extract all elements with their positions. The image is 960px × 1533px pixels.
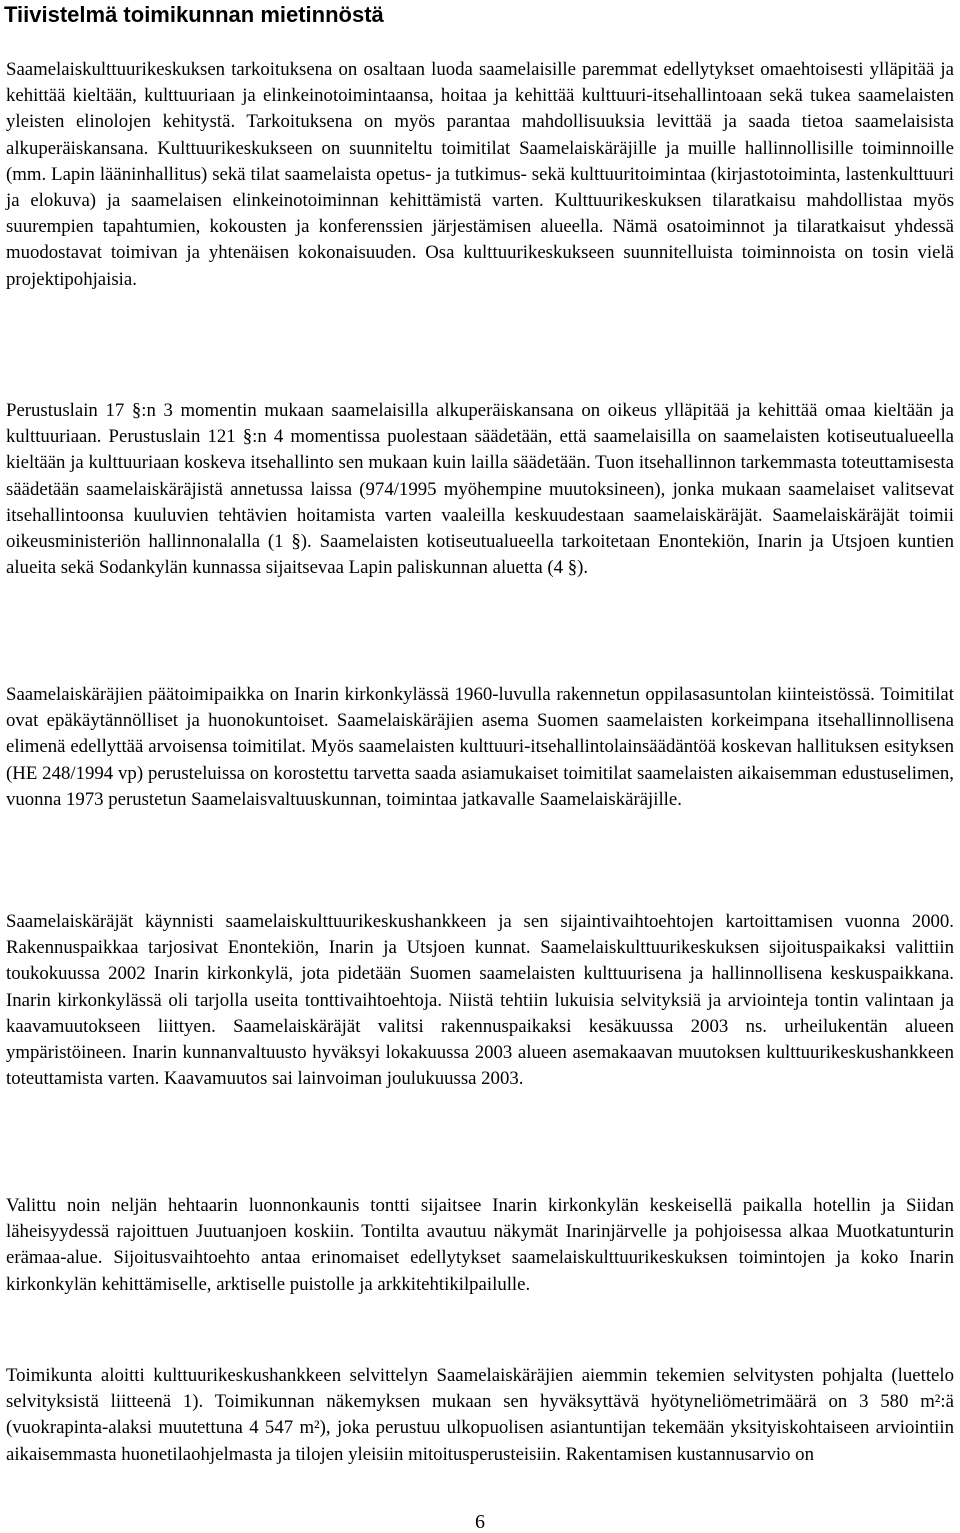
paragraph-5: Valittu noin neljän hehtaarin luonnonkaunis tontti sijaitsee Inarin kirkonkylän keskeisellä paikalla hotellin ja Siidan läheisyydessä rajoittuen Juutuanjoen koskiin. Tontilta avautuu näkymät Inarinjärvelle ja pohjoisessa alkaa Muotkatunturin erämaa-alue. Sijoitusvaihtoehto antaa erinomaiset edellytykset saamelaiskulttuurikeskuksen toimintojen ja koko Inarin kirkonkylän kehittämiselle, arktiselle puistolle ja arkkitehtikilpailulle. [6,1195,954,1295]
paragraph-1: Saamelaiskulttuurikeskuksen tarkoituksena on osaltaan luoda saamelaisille paremmat edellytykset omaehtoisesti ylläpitää ja kehittää kieltään, kulttuuriaan ja elinkeinotoimintaansa, hoitaa ja kehittää kulttuuri-itsehallintoaan sekä tukea saamelaisten yleisten elinolojen kehitystä. Tarkoituksena on myös parantaa mahdollisuuksia levittää ja saada tietoa saamelaisista alkuperäiskansana. Kulttuurikeskukseen on suunniteltu toimitilat Saamelaiskäräjille ja muille hallinnollisille toiminnoille (mm. Lapin lääninhallitus) sekä tilat saamelaista opetus- ja tutkimus- sekä kulttuuritoimintaa (kirjastotoiminta, lastenkulttuuri ja elokuva) ja saamelaisen elinkeinotoiminnan kehittämistä varten. Kulttuurikeskuksen tilaratkaisu mahdollistaa myös suurempien tapahtumien, kokousten ja konferenssien järjestämisen alueella. Nämä osatoiminnot ja tilaratkaisut yhdessä muodostavat toimivan ja yhtenäisen kokonaisuuden. Osa kulttuurikeskukseen suunnitelluista toiminnoista on tosin vielä projektipohjaisia. [6,59,954,290]
paragraph-6-block [6,1363,954,1468]
paragraph-3-block [6,682,954,813]
paragraph-2: Perustuslain 17 §:n 3 momentin mukaan saamelaisilla alkuperäiskansana on oikeus ylläpitää ja kehittää omaa kieltään ja kulttuuriaan. Perustuslain 121 §:n 4 momentissa puolestaan säädetään, että saamelaisilla on saamelaisten kotiseutualueella kieltään ja kulttuuriaan koskeva itsehallinto sen mukaan kuin lailla säädetään. Tuon itsehallinnon tarkemmasta toteuttamisesta säädetään saamelaiskäräjistä annetussa laissa (974/1995 myöhempine muutoksineen), jonka mukaan saamelaiset valitsevat itsehallintoonsa kuuluvien tehtävien hoitamista varten vaaleilla keskuudestaan saamelaiskäräjät. Saamelaiskäräjät toimii oikeusministeriön hallinnonalalla (1 §). Saamelaisten kotiseutualueella tarkoitetaan Enontekiön, Inarin ja Utsjoen kuntien alueita sekä Sodankylän kunnassa sijaitsevaa Lapin paliskunnan aluetta (4 §). [6,400,954,579]
paragraph-2-block [6,398,954,581]
paragraph-6: Toimikunta aloitti kulttuurikeskushankkeen selvittelyn Saamelaiskäräjien aiemmin tekemien selvitysten pohjalta (luettelo selvityksistä liitteenä 1). Toimikunnan näkemyksen mukaan sen hyväksyttävä hyötyneliömetrimäärä on 3 580 m²:ä (vuokrapinta-alaksi muutettuna 4 547 m²), joka perustuu ulkopuolisen asiantuntijan tekemään yksityiskohtaiseen arviointiin aikaisemmasta huonetilaohjelmasta ja tilojen yleisiin mitoitusperusteisiin. Rakentamisen kustannusarvio on [6,1365,954,1465]
paragraph-4: Saamelaiskäräjät käynnisti saamelaiskulttuurikeskushankkeen ja sen sijaintivaihtoehtojen kartoittamisen vuonna 2000. Rakennuspaikkaa tarjosivat Enontekiön, Inarin ja Utsjoen kunnat. Saamelaiskulttuurikeskuksen sijoituspaikaksi valittiin toukokuussa 2002 Inarin kirkonkylä, jota pidetään Suomen saamelaisten kulttuurisena ja hallinnollisena keskuspaikkana. Inarin kirkonkylässä oli tarjolla useita tonttivaihtoehtoja. Niistä tehtiin lukuisia selvityksiä ja arviointeja tontin valintaan ja kaavamuutokseen liittyen. Saamelaiskäräjät valitsi rakennuspaikaksi kesäkuussa 2003 ns. urheilukentän alueen ympäristöineen. Inarin kunnanvaltuusto hyväksyi lokakuussa 2003 alueen asemakaavan muutoksen kulttuurikeskushankkeen toteuttamista varten. Kaavamuutos sai lainvoiman joulukuussa 2003. [6,911,954,1090]
page-title: Tiivistelmä toimikunnan mietinnöstä [4,2,384,27]
paragraph-4-block [6,909,954,1092]
paragraph-1-block [6,57,954,293]
paragraph-5-block [6,1193,954,1298]
paragraph-3: Saamelaiskäräjien päätoimipaikka on Inarin kirkonkylässä 1960-luvulla rakennetun oppilasasuntolan kiinteistössä. Toimitilat ovat epäkäytännölliset ja huonokuntoiset. Saamelaiskäräjien asema Suomen saamelaisten korkeimpana itsehallinnollisena elimenä edellyttää arvoisensa toimitilat. Myös saamelaisten kulttuuri-itsehallintolainsäädäntöä koskevan hallituksen esityksen (HE 248/1994 vp) perusteluissa on korostettu tarvetta saada asiamukaiset toimitilat saamelaisten aikaisemman edustuselimen, vuonna 1973 perustetun Saamelaisvaltuuskunnan, toimintaa jatkavalle Saamelaiskäräjille. [6,684,954,810]
page-number: 6 [475,1511,485,1533]
